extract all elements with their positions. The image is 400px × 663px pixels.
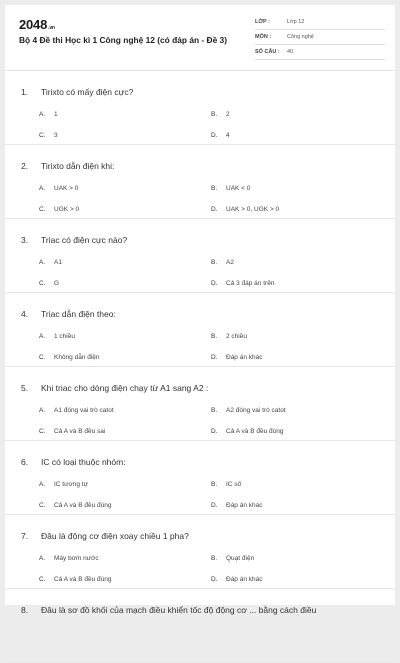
exam-page [5,5,395,615]
option-letter: A. [39,555,46,562]
question-number: 5. [21,383,29,393]
answer-option-a[interactable] [39,259,62,266]
option-text: UGK > 0 [54,206,80,213]
option-letter: D. [211,132,218,139]
option-text: A1 [54,259,62,266]
option-letter: A. [39,259,46,266]
answer-option-c[interactable] [39,576,111,583]
question-item [5,293,395,367]
option-text: Cả A và B đều đúng [226,428,284,435]
question-text [21,605,316,615]
exam-title: Bộ 4 Đề thi Học kì 1 Công nghệ 12 (có đáp án - Đề 3) [19,35,228,45]
option-letter: D. [211,206,218,213]
question-text [21,87,133,97]
answer-option-c[interactable] [39,206,79,213]
question-item [5,71,395,145]
option-text: 4 [226,132,230,139]
answer-option-c[interactable] [39,354,100,361]
meta-row-class [255,16,385,30]
option-letter: B. [211,185,218,192]
option-letter: D. [211,428,218,435]
question-number: 2. [21,161,29,171]
option-letter: B. [211,555,218,562]
question-text [21,161,114,171]
answer-option-b[interactable] [211,407,286,414]
question-item [5,367,395,441]
question-prompt: Tirixto có mấy điện cực? [41,87,134,97]
option-letter: A. [39,185,46,192]
answer-option-a[interactable] [39,111,58,118]
option-letter: C. [39,576,46,583]
meta-value-class: Lớp 12 [287,19,305,25]
answer-option-b[interactable] [211,333,247,340]
option-letter: D. [211,576,218,583]
option-text: Cả A và B đều sai [54,428,106,435]
option-letter: B. [211,111,218,118]
question-number: 6. [21,457,29,467]
option-letter: A. [39,111,46,118]
option-text: Cả 3 đáp án trên [226,280,275,287]
option-text: 1 chiều [54,333,75,340]
option-letter: C. [39,280,46,287]
question-text [21,531,189,541]
option-text: IC tương tự [54,481,88,488]
meta-row-count [255,46,385,60]
answer-option-d[interactable] [211,132,230,139]
answer-option-b[interactable] [211,555,254,562]
option-text: 3 [54,132,58,139]
answer-option-a[interactable] [39,555,99,562]
option-text: 1 [54,111,58,118]
logo-domain: .vn [48,25,55,31]
answer-option-c[interactable] [39,132,58,139]
question-item [5,589,395,663]
option-letter: D. [211,502,218,509]
answer-option-b[interactable] [211,259,234,266]
question-prompt: Đâu là sơ đồ khối của mạch điều khiển tốc độ động cơ ... bằng cách điều [41,605,317,615]
option-text: Cả A và B đều đúng [54,576,112,583]
site-logo[interactable] [19,17,55,32]
option-text: Máy bơm nước [54,555,99,562]
logo-text: 2048 [19,17,48,32]
option-text: Cả A và B đều đúng [54,502,112,509]
option-letter: B. [211,259,218,266]
answer-option-b[interactable] [211,481,241,488]
option-text: Đáp án khác [226,576,263,583]
option-text: A2 đóng vai trò catot [226,407,286,414]
question-prompt: Triac có điện cực nào? [41,235,128,245]
answer-option-a[interactable] [39,481,88,488]
option-letter: C. [39,206,46,213]
option-text: A1 đóng vai trò catot [54,407,114,414]
question-number: 7. [21,531,29,541]
meta-value-count: 40 [287,49,294,55]
option-text: Đáp án khác [226,502,263,509]
option-text: 2 [226,111,230,118]
question-text [21,309,116,319]
question-item [5,441,395,515]
question-text [21,235,127,245]
answer-option-a[interactable] [39,407,114,414]
answer-option-d[interactable] [211,502,263,509]
option-letter: B. [211,481,218,488]
option-letter: B. [211,407,218,414]
question-number: 4. [21,309,29,319]
exam-header [5,5,395,71]
option-text: UAK > 0 [54,185,79,192]
question-number: 8. [21,605,29,615]
answer-option-a[interactable] [39,185,78,192]
option-text: IC số [226,481,242,488]
option-text: UAK < 0 [226,185,251,192]
option-text: Không dẫn điện [54,354,100,361]
answer-option-a[interactable] [39,333,75,340]
option-letter: C. [39,428,46,435]
question-prompt: IC có loại thuộc nhóm: [41,457,126,467]
option-text: G [54,280,60,287]
option-letter: D. [211,354,218,361]
answer-option-d[interactable] [211,280,274,287]
answer-option-c[interactable] [39,280,59,287]
option-letter: B. [211,333,218,340]
answer-option-c[interactable] [39,502,111,509]
meta-label-count: SỐ CÂU : [255,49,280,55]
question-number: 3. [21,235,29,245]
option-text: A2 [226,259,234,266]
option-letter: D. [211,280,218,287]
question-prompt: Triac dẫn điện theo: [41,309,116,319]
question-number: 1. [21,87,29,97]
answer-option-d[interactable] [211,354,263,361]
answer-option-b[interactable] [211,111,230,118]
answer-option-d[interactable] [211,576,263,583]
question-prompt: Đâu là động cơ điện xoay chiều 1 pha? [41,531,189,541]
option-letter: C. [39,354,46,361]
option-text: UAK > 0, UGK > 0 [226,206,280,213]
option-letter: A. [39,481,46,488]
question-text [21,383,208,393]
option-letter: A. [39,407,46,414]
question-prompt: Khi triac cho dòng điện chạy từ A1 sang A2 : [41,383,209,393]
exam-meta [255,16,385,61]
question-item [5,145,395,219]
answer-option-d[interactable] [211,428,283,435]
option-letter: C. [39,132,46,139]
option-text: Đáp án khác [226,354,263,361]
answer-option-b[interactable] [211,185,250,192]
option-letter: C. [39,502,46,509]
meta-value-subject: Công nghệ [287,34,314,40]
option-letter: A. [39,333,46,340]
question-list [5,71,395,663]
option-text: 2 chiều [226,333,247,340]
meta-label-class: LỚP : [255,19,270,25]
option-text: Quạt điện [226,555,255,562]
answer-option-d[interactable] [211,206,279,213]
question-item [5,515,395,589]
question-prompt: Tirixto dẫn điện khi: [41,161,115,171]
question-item [5,219,395,293]
answer-option-c[interactable] [39,428,105,435]
meta-row-subject [255,31,385,45]
question-text [21,457,126,467]
meta-label-subject: MÔN : [255,34,272,40]
